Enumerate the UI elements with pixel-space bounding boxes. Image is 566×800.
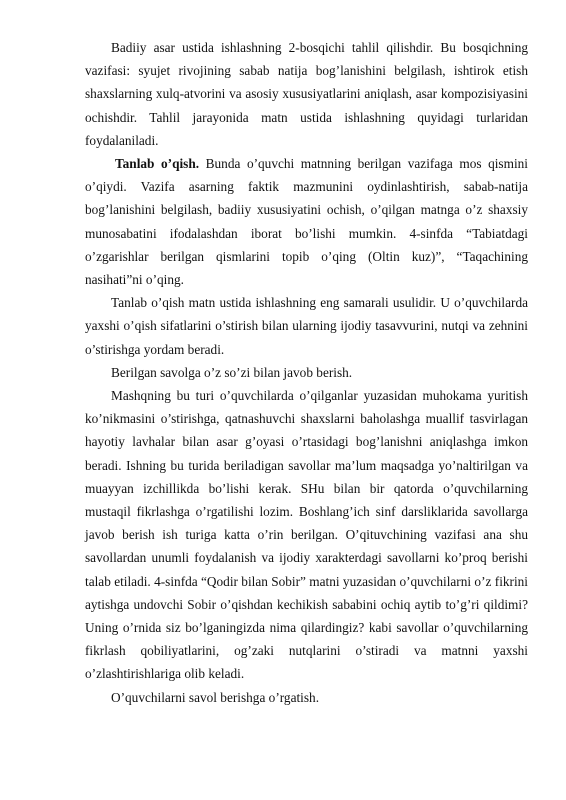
paragraph-exercise-description (85, 384, 528, 686)
paragraph-lead-heading: Tanlab o’qish. (115, 156, 200, 172)
paragraph-selective-reading-benefits (85, 291, 528, 361)
paragraph-text: Berilgan savolga o’z so’zi bilan javob berish. (111, 364, 353, 380)
paragraph-teaching-questions (85, 686, 528, 709)
paragraph-text: Tanlab o’qish matn ustida ishlashning eng samarali usulidir. U o’quvchilarda yaxshi o’qish sifatlarini o’stirish bilan ularning ijodiy tasavvurini, nutqi va zehnini o’stirishga yordam beradi. (85, 295, 528, 357)
paragraph-text: Badiiy asar ustida ishlashning 2-bosqichi tahlil qilishdir. Bu bosqichning vazifasi: syujet rivojining sabab natija bog’lanishini belgilash, ishtirok etish shaxslarning xulq-atvorini va asosiy xususiyatlarini aniqlash, asar kompozisiyasini ochishdir. Tahlil jarayonida matn ustida ishlashning quyidagi turlaridan foydalaniladi. (85, 40, 528, 148)
document-page (85, 36, 528, 709)
paragraph-text: Bunda o’quvchi matnning berilgan vazifaga mos qismini o’qiydi. Vazifa asarning faktik mazmunini oydinlashtirish, sabab-natija bog’lanishini belgilash, badiiy xususiyatini ochish, o’qilgan matnga o’z shaxsiy munosabatini ifodalashdan iborat bo’lishi mumkin. 4-sinfda “Tabiatdagi o’zgarishlar berilgan qismlarini topib o’qing (Oltin kuz)”, “Taqachining nasihati”ni o’qing. (85, 156, 528, 288)
paragraph-answer-in-own-words (85, 361, 528, 384)
paragraph-text: Mashqning bu turi o’quvchilarda o’qilganlar yuzasidan muhokama yuritish ko’nikmasini o’stirishga, qatnashuvchi shaxslarni baholashga muallif tasvirlagan hayotiy lavhalar bilan asar g’oyasi o’rtasidagi bog’lanishni aniqlashga imkon beradi. Ishning bu turida beriladigan savollar ma’lum maqsadga yo’naltirilgan va muayyan izchillikda bo’lishi kerak. SHu bilan bir qatorda o’quvchilarning mustaqil fikrlashga o’rgatilishi lozim. Boshlang’ich sinf darsliklarida savollarga javob berish ish turiga katta o’rin berilgan. O’qituvchining vazifasi ana shu savollardan unumli foydalanish va ijodiy xarakterdagi savollarni ko’proq berishi talab etiladi. 4-sinfda “Qodir bilan Sobir” matni yuzasidan o’quvchilarni o’z fikrini aytishga undovchi Sobir o’qishdan kechikish sababini ochiq aytib to’g’ri qildimi? Uning o’rnida siz bo’lganingizda nima qilardingiz? kabi savollar o’quvchilarning fikrlash qobiliyatlarini, og’zaki nutqlarini o’stiradi va matnni yaxshi o’zlashtirishlariga olib keladi. (85, 388, 528, 682)
paragraph-selective-reading (85, 152, 528, 291)
paragraph-text: O’quvchilarni savol berishga o’rgatish. (111, 689, 320, 705)
paragraph-analysis-stage (85, 36, 528, 152)
